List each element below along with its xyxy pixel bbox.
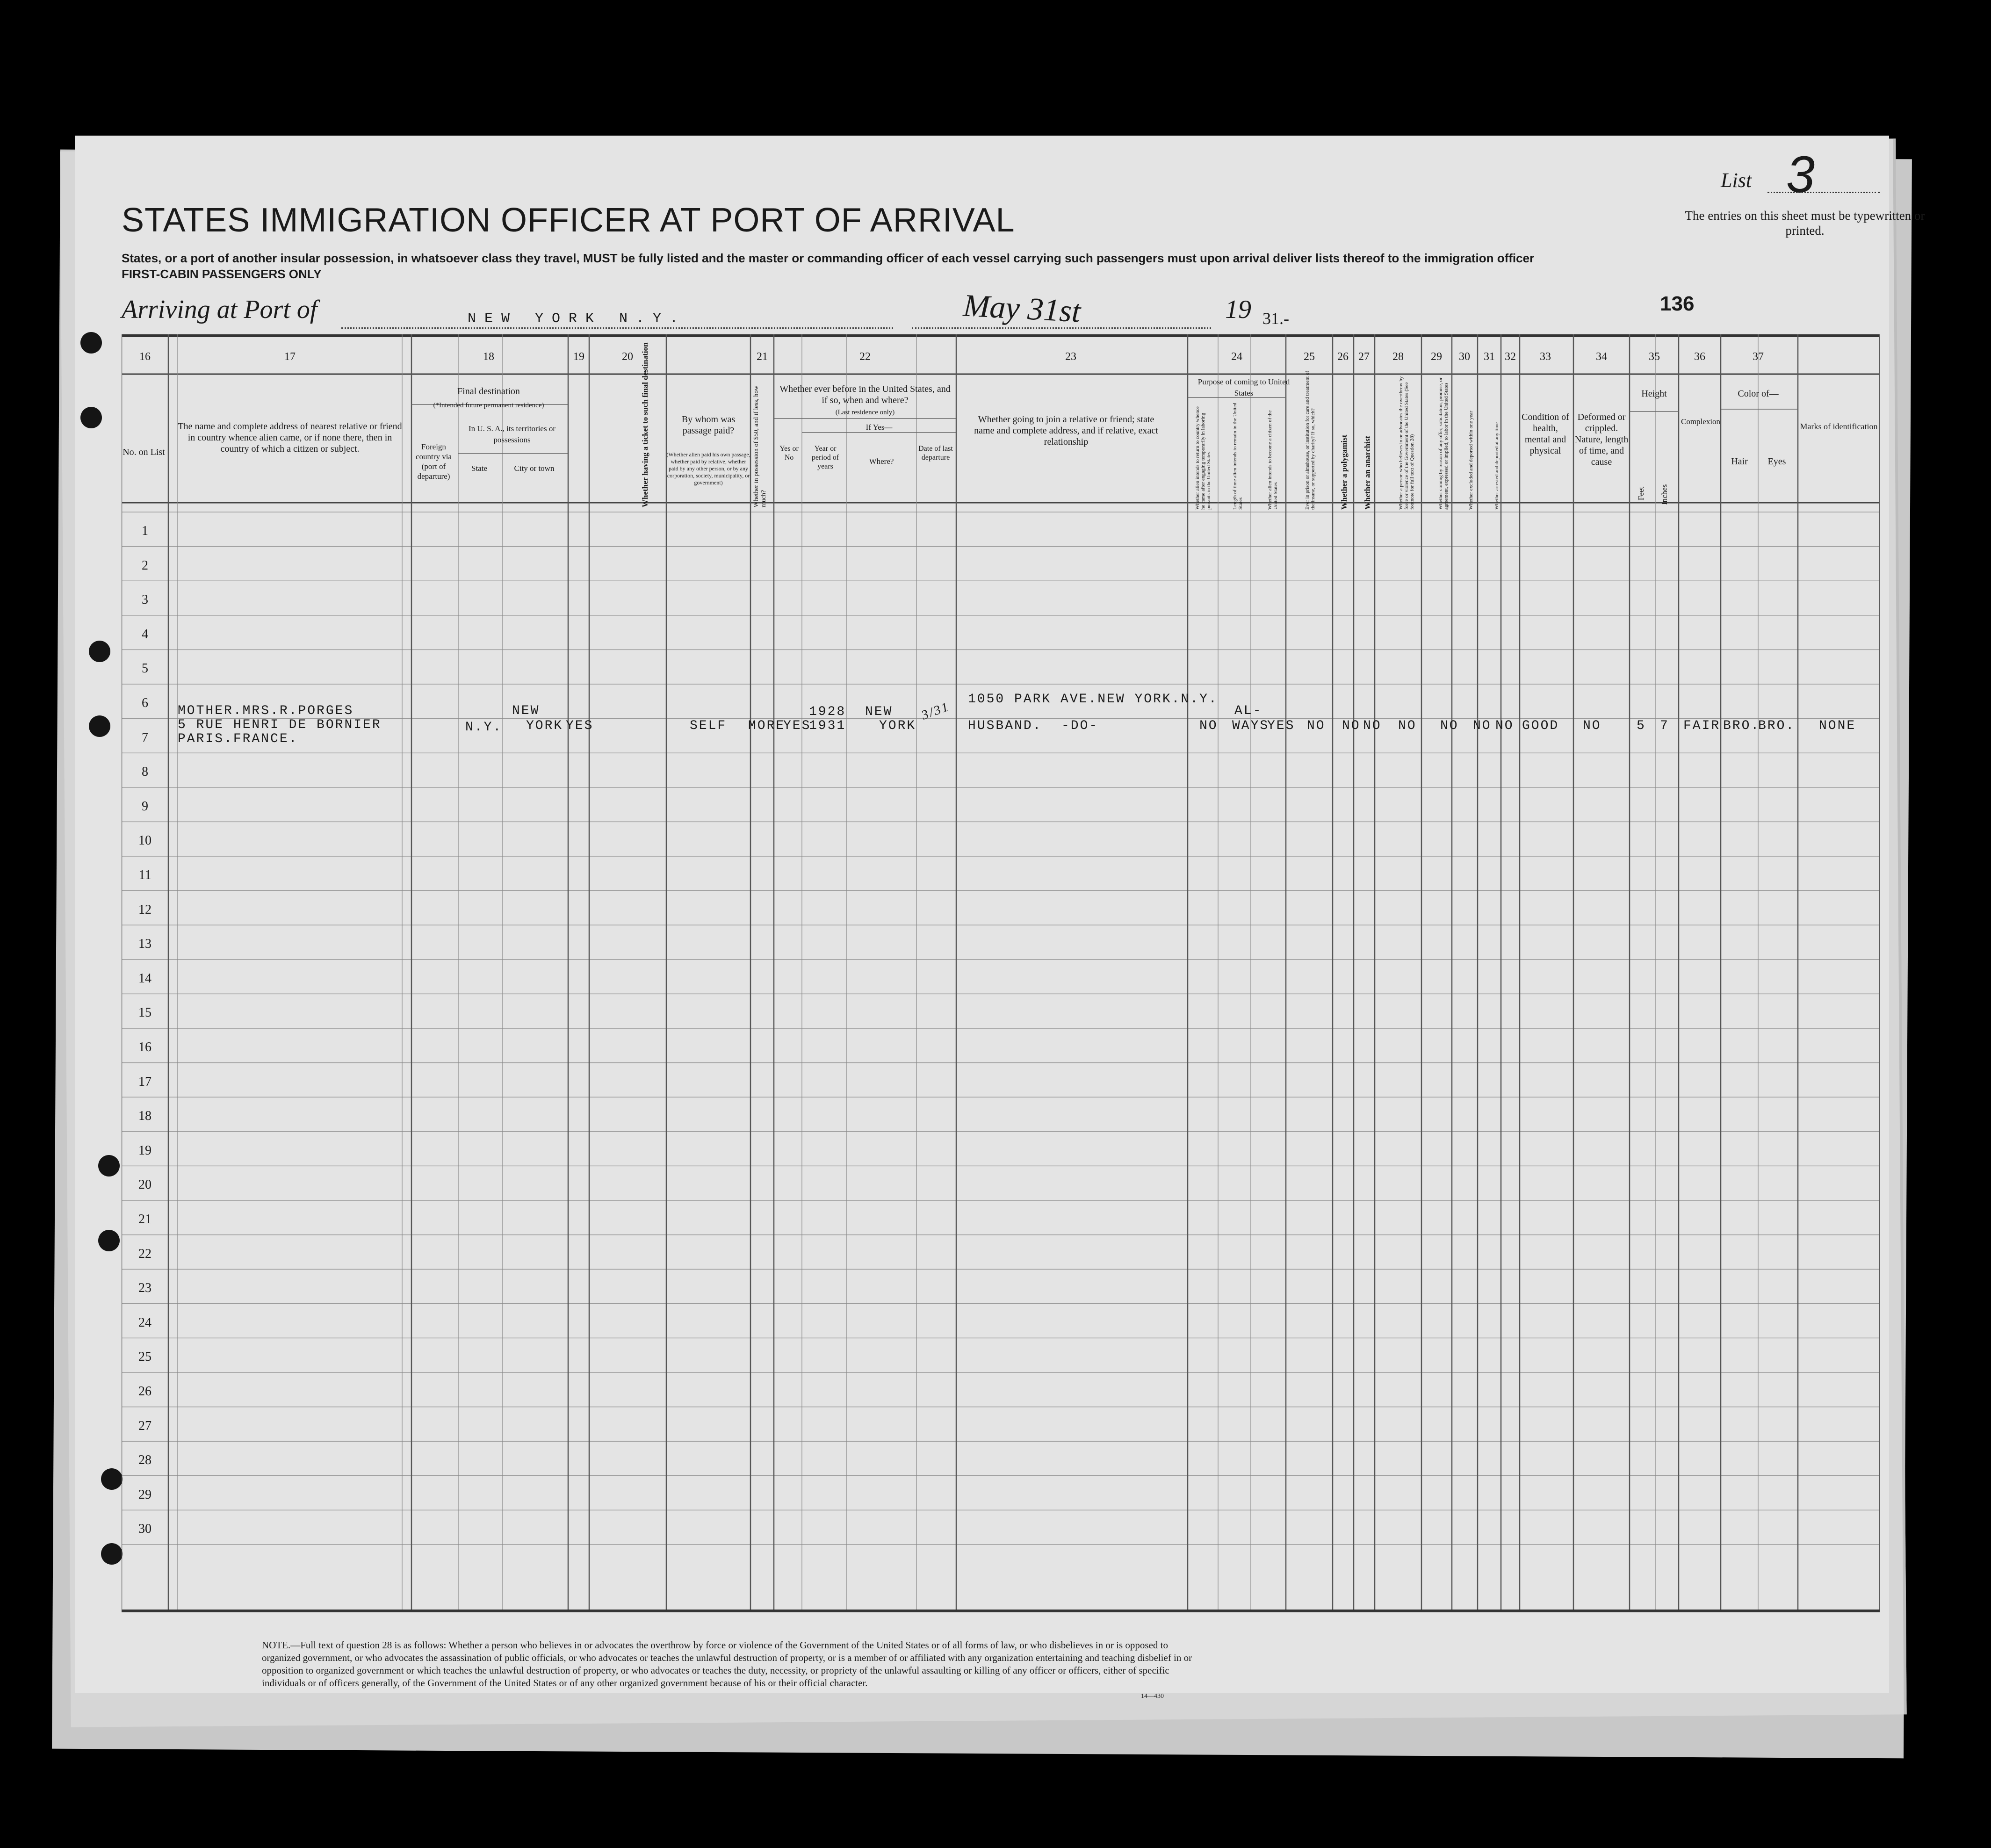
entry-join-ditto: -DO- bbox=[1061, 719, 1099, 733]
column-number: 35 bbox=[1649, 351, 1660, 363]
header-date-last: Date of last departure bbox=[918, 445, 953, 462]
entry-state: N.Y. bbox=[465, 720, 503, 735]
column-number: 28 bbox=[1392, 351, 1404, 363]
header-purpose-length: Length of time alien intends to remain in the United States bbox=[1232, 403, 1243, 510]
row-number: 5 bbox=[142, 661, 148, 676]
header-ever-before-note: (Last residence only) bbox=[835, 409, 895, 416]
header-in-usa: In U. S. A., its territories or possessions bbox=[468, 424, 556, 444]
entry-deformed: NO bbox=[1583, 719, 1601, 733]
header-eyes: Eyes bbox=[1767, 456, 1786, 467]
port-line bbox=[341, 327, 893, 329]
arrival-date: May 31st bbox=[962, 287, 1082, 329]
entry-feet: 5 bbox=[1637, 719, 1646, 733]
header-q30: Whether excluded and deported within one year bbox=[1468, 411, 1474, 510]
list-number: 3 bbox=[1786, 146, 1815, 203]
header-marks: Marks of identification bbox=[1800, 422, 1878, 431]
row-number: 11 bbox=[138, 868, 151, 882]
header-ever-before: Whether ever before in the United States, and if so, when and where? bbox=[779, 384, 951, 405]
entry-citizen: YES bbox=[1267, 719, 1295, 733]
header-height: Height bbox=[1641, 389, 1667, 399]
column-number: 20 bbox=[622, 351, 633, 363]
header-complexion: Complexion bbox=[1681, 417, 1721, 426]
entry-years-line1: 1928 bbox=[809, 705, 846, 719]
row-number: 23 bbox=[138, 1281, 151, 1296]
header-city: City or town bbox=[514, 464, 555, 473]
binder-hole-icon bbox=[89, 715, 110, 737]
row-number: 7 bbox=[142, 730, 148, 745]
row-number: 26 bbox=[138, 1384, 151, 1399]
header-health: Condition of health, mental and physical bbox=[1522, 412, 1569, 456]
header-foreign-country: Foreign country via (port of departure) bbox=[416, 442, 452, 481]
header-polygamist: Whether a polygamist bbox=[1340, 434, 1349, 510]
header-q28: Whether a person who believes in or advocates the overthrow by force or violence of the Government of the United States (See footnote for full text of Question 28) bbox=[1398, 376, 1415, 510]
entry-before: YES bbox=[783, 719, 811, 733]
row-number: 10 bbox=[138, 833, 151, 848]
sheet-number: 136 bbox=[1660, 292, 1695, 315]
row-number: 2 bbox=[142, 558, 148, 573]
column-number: 21 bbox=[757, 351, 768, 363]
binder-hole-icon bbox=[80, 332, 102, 354]
header-state: State bbox=[471, 464, 487, 473]
header-passage-paid: By whom was passage paid? bbox=[681, 414, 736, 436]
column-number: 34 bbox=[1596, 351, 1607, 363]
entry-where-line2: YORK bbox=[879, 719, 916, 733]
row-number: 19 bbox=[138, 1143, 151, 1158]
entry-ticket: YES bbox=[566, 719, 594, 733]
subtitle-line: States, or a port of another insular possession, in whatsoever class they travel, MUST be fully listed and the master or commanding officer of each vessel carrying such passengers must upon arrival deliver lists thereof to the immigration officer bbox=[122, 251, 1535, 265]
row-number: 20 bbox=[138, 1177, 151, 1192]
entry-relative-line1: MOTHER.MRS.R.PORGES bbox=[178, 704, 354, 718]
binder-hole-icon bbox=[101, 1543, 123, 1565]
header-possession-50: Whether in possession of $50, and if less, how much? bbox=[753, 385, 767, 507]
row-number: 21 bbox=[138, 1212, 151, 1227]
form-code: 14—430 bbox=[1141, 1693, 1164, 1700]
header-anarchist: Whether an anarchist bbox=[1363, 435, 1372, 510]
entry-health: GOOD bbox=[1522, 719, 1559, 733]
row-number: 4 bbox=[142, 627, 148, 642]
column-number: 37 bbox=[1753, 351, 1764, 363]
header-year-period: Year or period of years bbox=[811, 445, 839, 470]
entry-inches: 7 bbox=[1660, 719, 1669, 733]
entry-q30: NO bbox=[1473, 719, 1492, 733]
header-q31: Whether arrested and deported at any time bbox=[1494, 422, 1500, 510]
column-number: 24 bbox=[1231, 351, 1242, 363]
row-number: 3 bbox=[142, 592, 148, 607]
column-number: 30 bbox=[1459, 351, 1470, 363]
row-number: 8 bbox=[142, 765, 148, 780]
binder-hole-icon bbox=[80, 407, 102, 428]
entry-q31: NO bbox=[1495, 719, 1514, 733]
binder-hole-icon bbox=[89, 641, 110, 662]
header-passage-paid-note: (Whether alien paid his own passage, whether paid by relative, whether paid by any other person, or by any corporation, society, municipality, or government) bbox=[666, 451, 750, 486]
row-number: 30 bbox=[138, 1522, 151, 1537]
port-value: NEW YORK N.Y. bbox=[468, 311, 687, 327]
entry-polygamist: NO bbox=[1342, 719, 1361, 733]
row-number: 6 bbox=[142, 696, 148, 710]
header-deformed: Deformed or crippled. Nature, length of time, and cause bbox=[1574, 412, 1629, 467]
row-number: 9 bbox=[142, 799, 148, 814]
entry-length-line1: AL- bbox=[1234, 704, 1262, 718]
entry-anarchist: NO bbox=[1363, 719, 1382, 733]
entry-join-line2: HUSBAND. bbox=[968, 719, 1042, 733]
row-number: 28 bbox=[138, 1453, 151, 1468]
year-prefix: 19 bbox=[1225, 295, 1251, 324]
column-number: 26 bbox=[1337, 351, 1349, 363]
column-number: 32 bbox=[1505, 351, 1516, 363]
list-label: List bbox=[1721, 169, 1752, 192]
entry-prison: NO bbox=[1307, 719, 1326, 733]
row-number: 16 bbox=[138, 1040, 151, 1054]
entry-length-line2: WAYS bbox=[1232, 719, 1270, 733]
header-if-yes: If Yes— bbox=[866, 423, 893, 432]
row-number: 18 bbox=[138, 1109, 151, 1124]
row-number: 29 bbox=[138, 1487, 151, 1502]
entry-years-line2: 1931 bbox=[809, 719, 846, 733]
entry-join-line1: 1050 PARK AVE.NEW YORK.N.Y. bbox=[968, 692, 1218, 707]
header-no-on-list: No. on List bbox=[123, 447, 165, 457]
column-number: 27 bbox=[1358, 351, 1370, 363]
header-ticket: Whether having a ticket to such final destination bbox=[641, 342, 649, 507]
entry-where-line1: NEW bbox=[865, 705, 893, 719]
row-number: 1 bbox=[142, 524, 148, 538]
entry-last-departure: 3/31 bbox=[919, 699, 952, 723]
header-final-destination-note: (*Intended future permanent residence) bbox=[433, 402, 544, 409]
row-number: 27 bbox=[138, 1418, 151, 1433]
header-prison: Ever in prison or almshouse, or institution for care and treatment of the insane, or supported by charity? If so, which? bbox=[1305, 371, 1316, 510]
column-number: 25 bbox=[1304, 351, 1315, 363]
grid-lines bbox=[122, 334, 1880, 1611]
row-number: 15 bbox=[138, 1005, 151, 1020]
header-purpose: Purpose of coming to United States bbox=[1197, 377, 1290, 397]
column-number: 36 bbox=[1694, 351, 1705, 363]
entry-eyes: BRO. bbox=[1758, 719, 1796, 733]
list-underline bbox=[1767, 192, 1880, 193]
header-yes-no: Yes or No bbox=[779, 445, 799, 462]
entry-relative-line2: 5 RUE HENRI DE BORNIER bbox=[178, 718, 382, 732]
arriving-label: Arriving at Port of bbox=[122, 295, 317, 324]
entry-q29: NO bbox=[1440, 719, 1459, 733]
entry-city-line1: NEW bbox=[512, 704, 540, 718]
bottom-rule bbox=[122, 1610, 1880, 1612]
entry-q28: NO bbox=[1398, 719, 1417, 733]
manifest-sheet bbox=[75, 136, 1925, 1700]
row-number: 14 bbox=[138, 971, 151, 986]
column-number: 22 bbox=[859, 351, 871, 363]
footnote: NOTE.—Full text of question 28 is as follows: Whether a person who believes in or advocates the overthrow by force or violence of the Government of the United States or of all forms of law, or who disbelieves in or is opposed to organized government, or who advocates the assassination of public officials, or who advocates or teaches the unlawful destruction of property, or is a member of or affiliated with any organization entertaining and teaching disbelief in or opposition to organized government or which teaches the unlawful destruction of property, or who advocates or teaches the duty, necessity, or propriety of the unlawful assaulting or killing of any officer or officers, either of specific individuals or of officers generally, of the Government of the United States or of any other organized government because of his or their official character. bbox=[262, 1639, 1192, 1689]
year-suffix: 31.- bbox=[1262, 309, 1289, 328]
manifest-grid bbox=[122, 334, 1880, 1611]
entry-city-line2: YORK bbox=[526, 719, 563, 733]
binder-hole-icon bbox=[98, 1230, 120, 1251]
binder-hole-icon bbox=[101, 1468, 123, 1490]
page-title: STATES IMMIGRATION OFFICER AT PORT OF ARRIVAL bbox=[122, 202, 1015, 239]
column-number: 33 bbox=[1540, 351, 1551, 363]
row-number: 24 bbox=[138, 1315, 151, 1330]
row-number: 13 bbox=[138, 937, 151, 952]
header-purpose-return: Whether alien intends to return to country whence he came after engaging temporarily in laboring pursuits in the United States bbox=[1195, 406, 1212, 510]
header-color-of: Color of— bbox=[1738, 389, 1779, 399]
row-number: 12 bbox=[138, 902, 151, 917]
header-where: Where? bbox=[869, 457, 894, 466]
header-join-relative: Whether going to join a relative or friend; state name and complete address, and if relative, exact relationship bbox=[974, 414, 1158, 447]
entry-return: NO bbox=[1199, 719, 1218, 733]
header-feet: Feet bbox=[1637, 486, 1645, 500]
column-number: 23 bbox=[1065, 351, 1076, 363]
entry-money: MORE bbox=[748, 719, 786, 733]
column-number: 18 bbox=[483, 351, 494, 363]
header-purpose-citizen: Whether alien intends to become a citizen of the United States bbox=[1267, 410, 1278, 510]
entry-marks: NONE bbox=[1819, 719, 1856, 733]
header-final-destination: Final destination bbox=[457, 386, 520, 397]
header-q29: Whether coming by reason of any offer, solicitation, promise, or agreement, expressed or implied, to labor in the United States bbox=[1438, 377, 1449, 510]
column-number: 19 bbox=[573, 351, 584, 363]
row-number: 22 bbox=[138, 1246, 151, 1261]
column-number: 16 bbox=[139, 351, 151, 363]
subtitle-line: FIRST-CABIN PASSENGERS ONLY bbox=[122, 267, 322, 281]
entry-complexion: FAIR bbox=[1683, 719, 1721, 733]
typewritten-note: The entries on this sheet must be typewritten or printed. bbox=[1685, 209, 1925, 238]
header-nearest-relative: The name and complete address of nearest relative or friend in country whence alien came, or if none there, then in country of which a citizen or subject. bbox=[178, 421, 402, 454]
column-number: 17 bbox=[284, 351, 296, 363]
page-subtitle bbox=[122, 250, 1618, 282]
binder-hole-icon bbox=[98, 1155, 120, 1177]
column-number: 31 bbox=[1484, 351, 1495, 363]
entry-hair: BRO. bbox=[1723, 719, 1760, 733]
header-hair: Hair bbox=[1731, 456, 1748, 467]
header-inches: Inches bbox=[1660, 484, 1669, 505]
row-number: 17 bbox=[138, 1074, 151, 1089]
entry-relative-line3: PARIS.FRANCE. bbox=[178, 732, 298, 746]
entry-passage: SELF bbox=[690, 719, 727, 733]
row-number: 25 bbox=[138, 1350, 151, 1364]
column-number: 29 bbox=[1431, 351, 1442, 363]
